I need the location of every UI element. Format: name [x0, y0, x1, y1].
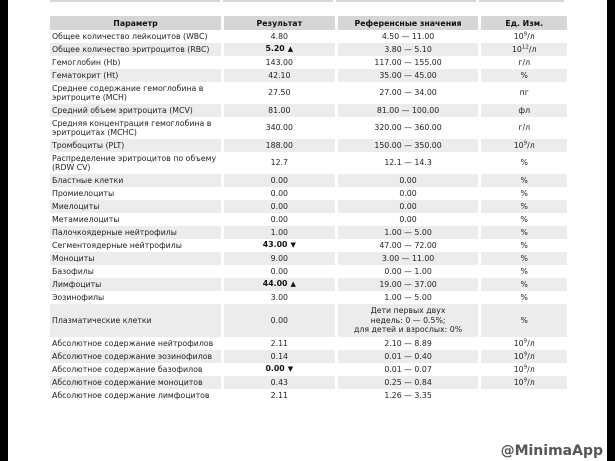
header-reference: Референсные значения	[338, 16, 479, 30]
unit-base: %	[520, 158, 528, 168]
cell-reference: 0.25 — 0.84	[338, 376, 479, 389]
cell-result	[224, 174, 335, 187]
arrow-up-icon: ▲	[290, 280, 296, 289]
cell-result	[224, 187, 335, 200]
table-row	[50, 350, 567, 363]
watermark: @MinimaApp	[500, 443, 603, 459]
cell-unit	[481, 30, 567, 43]
table-row	[50, 291, 567, 304]
result-value: 44.00	[262, 279, 288, 289]
cell-unit	[481, 43, 567, 56]
cell-unit	[481, 213, 567, 226]
unit-tail: /л	[527, 338, 535, 348]
cell-unit	[481, 174, 567, 187]
cell-reference: 0.00	[399, 214, 417, 224]
unit-base: %	[520, 214, 528, 224]
unit-base: %	[520, 227, 528, 237]
cell-result	[224, 304, 335, 337]
cell-result	[224, 82, 335, 104]
cell-parameter: Распределение эритроцитов по объему (RDW CV)	[52, 153, 217, 172]
cell-reference: 19.00 — 37.00	[338, 278, 479, 291]
unit-base: пг	[519, 88, 529, 98]
table-row	[50, 252, 567, 265]
cell-reference: 0.01 — 0.40	[338, 350, 479, 363]
cell-reference: 1.00 — 5.00	[338, 226, 479, 239]
unit-base: г/л	[518, 123, 531, 133]
cell-parameter: Средний объем эритроцита (MCV)	[50, 104, 221, 117]
arrow-down-icon: ▼	[290, 241, 296, 250]
cell-unit	[481, 304, 567, 337]
cell-result	[224, 213, 335, 226]
cell-reference: 3.80 — 5.10	[338, 43, 479, 56]
cell-parameter: Миелоциты	[50, 200, 221, 213]
unit-base: 10	[513, 351, 524, 361]
cell-result	[224, 69, 335, 82]
cell-result	[224, 56, 335, 69]
cell-reference	[338, 304, 479, 337]
table-row	[50, 69, 567, 82]
result-value: 2.11	[270, 338, 288, 348]
cell-unit	[481, 200, 567, 213]
unit-exp: 9	[523, 338, 528, 345]
cell-unit	[481, 104, 567, 117]
unit-base: %	[520, 240, 528, 250]
table-row	[50, 337, 567, 350]
cell-reference: 1.26 — 3.35	[384, 390, 432, 400]
unit-exp: 9	[523, 364, 528, 371]
cell-result	[224, 337, 335, 350]
unit-base: г/л	[518, 57, 531, 67]
cell-unit	[481, 363, 567, 376]
cell-reference: 1.00 — 5.00	[384, 292, 432, 302]
unit-base: %	[520, 175, 528, 185]
cell-result	[224, 278, 335, 291]
cell-reference: 150.00 — 350.00	[338, 139, 479, 152]
cell-result	[224, 139, 335, 152]
table-row	[50, 152, 567, 174]
table-row	[50, 104, 567, 117]
table-row	[50, 30, 567, 43]
cell-unit	[481, 56, 567, 69]
arrow-up-icon: ▲	[287, 45, 294, 54]
cell-unit	[481, 139, 567, 152]
header-result: Результат	[224, 16, 335, 30]
cell-reference: 27.00 — 34.00	[379, 88, 437, 98]
cell-result	[224, 200, 335, 213]
reference-line: для детей и взрослых: 0%	[353, 325, 463, 335]
cell-reference: 35.00 — 45.00	[338, 69, 479, 82]
table-row	[50, 363, 567, 376]
result-value: 1.00	[270, 227, 288, 237]
table-header-row	[50, 16, 567, 30]
cell-result	[224, 30, 335, 43]
table-row	[50, 200, 567, 213]
cell-parameter: Среднее содержание гемоглобина в эритроците (MCH)	[52, 83, 204, 102]
cell-parameter: Гемоглобин (Hb)	[52, 57, 121, 67]
result-value: 0.00	[265, 364, 285, 374]
result-value: 0.00	[270, 175, 288, 185]
cell-result	[224, 239, 335, 252]
cell-result	[224, 152, 335, 174]
cell-reference: 47.00 — 72.00	[379, 240, 437, 250]
cell-result	[224, 117, 335, 139]
cell-unit	[481, 291, 567, 304]
document-page	[8, 0, 607, 461]
reference-line: Дети первых двух	[370, 306, 446, 316]
cell-unit	[481, 226, 567, 239]
table-body	[50, 30, 567, 402]
unit-tail: /л	[527, 377, 535, 387]
header-parameter: Параметр	[50, 16, 221, 30]
unit-tail: /л	[527, 351, 535, 361]
cell-reference: 81.00 — 100.00	[338, 104, 479, 117]
unit-tail: /л	[528, 44, 537, 54]
cell-reference: 0.00	[338, 200, 479, 213]
cell-reference: 117.00 — 155.00	[374, 57, 442, 67]
cell-parameter: Моноциты	[50, 252, 221, 265]
result-value: 0.00	[270, 266, 288, 276]
unit-base: %	[520, 253, 528, 263]
cell-unit	[481, 69, 567, 82]
table-row	[50, 376, 567, 389]
cell-reference: 0.00 — 1.00	[384, 266, 432, 276]
cell-parameter: Эозинофилы	[52, 292, 105, 302]
cell-unit	[481, 117, 567, 139]
cell-parameter: Абсолютное содержание моноцитов	[50, 376, 221, 389]
table-row	[50, 389, 567, 402]
cell-reference: 0.00	[399, 188, 417, 198]
cell-unit	[481, 389, 567, 402]
previous-table-edge	[50, 0, 565, 2]
cell-reference: 12.1 — 14.3	[384, 158, 432, 168]
result-value: 0.00	[270, 315, 288, 325]
cell-result	[224, 389, 335, 402]
cell-parameter: Бластные клетки	[50, 174, 221, 187]
cell-parameter: Палочкоядерные нейтрофилы	[50, 226, 221, 239]
cell-parameter: Сегментоядерные нейтрофилы	[52, 240, 182, 250]
cell-parameter: Гематокрит (Ht)	[50, 69, 221, 82]
cell-parameter: Промиелоциты	[52, 188, 115, 198]
cell-parameter: Метамиелоциты	[52, 214, 120, 224]
cell-reference: 0.01 — 0.07	[384, 364, 432, 374]
table-row	[50, 56, 567, 69]
result-value: 9.00	[270, 253, 288, 263]
cell-reference: 4.50 — 11.00	[381, 31, 435, 41]
cell-parameter: Абсолютное содержание базофилов	[52, 364, 203, 374]
cell-unit	[481, 252, 567, 265]
table-row	[50, 278, 567, 291]
table-row	[50, 265, 567, 278]
unit-exp: 9	[523, 351, 528, 358]
unit-base: %	[520, 188, 528, 198]
cell-unit	[481, 239, 567, 252]
unit-base: фл	[518, 105, 531, 115]
table-row	[50, 139, 567, 152]
result-value: 2.11	[270, 390, 288, 400]
cell-unit	[481, 376, 567, 389]
table-row	[50, 226, 567, 239]
cell-reference: 320.00 — 360.00	[374, 123, 442, 133]
unit-base: %	[520, 279, 528, 289]
result-value: 27.50	[268, 88, 291, 98]
cell-parameter: Тромбоциты (PLT)	[50, 139, 221, 152]
result-value: 0.00	[270, 188, 288, 198]
result-value: 5.20	[265, 44, 285, 54]
cell-result	[224, 350, 335, 363]
cell-result	[224, 252, 335, 265]
unit-base: %	[520, 292, 528, 302]
cell-unit	[481, 278, 567, 291]
result-value: 0.00	[270, 214, 288, 224]
cell-parameter: Лимфоциты	[50, 278, 221, 291]
result-value: 4.80	[270, 31, 288, 41]
cell-parameter: Средняя концентрация гемоглобина в эритроцитах (MCHC)	[52, 118, 212, 137]
cell-result	[224, 376, 335, 389]
arrow-down-icon: ▼	[287, 365, 294, 374]
table-row	[50, 43, 567, 56]
unit-tail: /л	[527, 31, 535, 41]
cell-unit	[481, 82, 567, 104]
result-value: 43.00	[262, 240, 288, 250]
table-row	[50, 187, 567, 200]
result-value: 340.00	[265, 123, 293, 133]
cell-unit	[481, 187, 567, 200]
unit-base: 10	[513, 364, 524, 374]
unit-base: %	[520, 315, 528, 325]
cell-parameter: Абсолютное содержание эозинофилов	[50, 350, 221, 363]
result-value: 12.7	[270, 158, 288, 168]
table-row	[50, 117, 567, 139]
cell-result	[224, 363, 335, 376]
cell-unit	[481, 337, 567, 350]
unit-base: %	[520, 201, 528, 211]
cell-result	[224, 291, 335, 304]
cell-parameter: Общее количество эритроцитов (RBC)	[50, 43, 221, 56]
table-row	[50, 304, 567, 337]
table-row	[50, 239, 567, 252]
table-row	[50, 213, 567, 226]
cell-parameter: Общее количество лейкоцитов (WBC)	[52, 31, 208, 41]
result-value: 0.14	[270, 351, 288, 361]
unit-exp: 12	[521, 44, 529, 51]
cell-parameter: Абсолютное содержание лимфоцитов	[52, 390, 210, 400]
unit-base: 10	[513, 338, 524, 348]
result-value: 42.10	[268, 70, 291, 80]
cell-unit	[481, 265, 567, 278]
cell-unit	[481, 350, 567, 363]
unit-base: %	[520, 70, 528, 80]
cell-unit	[481, 152, 567, 174]
unit-exp: 9	[523, 377, 528, 384]
unit-base: 10	[513, 31, 524, 41]
cell-result	[224, 104, 335, 117]
unit-exp: 9	[523, 31, 528, 38]
unit-exp: 9	[523, 140, 528, 147]
result-value: 3.00	[270, 292, 288, 302]
result-value: 0.43	[270, 377, 288, 387]
cell-result	[224, 226, 335, 239]
unit-base: 10	[511, 44, 522, 54]
table-row	[50, 82, 567, 104]
header-unit: Ед. Изм.	[481, 16, 567, 30]
unit-tail: /л	[527, 364, 535, 374]
result-value: 0.00	[270, 201, 288, 211]
result-value: 81.00	[268, 105, 291, 115]
unit-tail: /л	[527, 140, 535, 150]
result-value: 143.00	[265, 57, 293, 67]
cell-parameter: Абсолютное содержание нейтрофилов	[52, 338, 214, 348]
right-border	[607, 0, 615, 461]
unit-base: 10	[513, 140, 524, 150]
blood-test-table	[47, 16, 570, 402]
cell-result	[224, 43, 335, 56]
unit-base: 10	[513, 377, 524, 387]
cell-parameter: Базофилы	[52, 266, 94, 276]
reference-line: недель: 0 — 0.5%;	[370, 315, 446, 325]
cell-reference: 2.10 — 8.89	[384, 338, 432, 348]
cell-parameter: Плазматические клетки	[50, 304, 221, 337]
cell-reference: 0.00	[338, 174, 479, 187]
result-value: 188.00	[265, 140, 293, 150]
table-row	[50, 174, 567, 187]
cell-result	[224, 265, 335, 278]
unit-base: %	[520, 266, 528, 276]
cell-reference: 3.00 — 11.00	[338, 252, 479, 265]
